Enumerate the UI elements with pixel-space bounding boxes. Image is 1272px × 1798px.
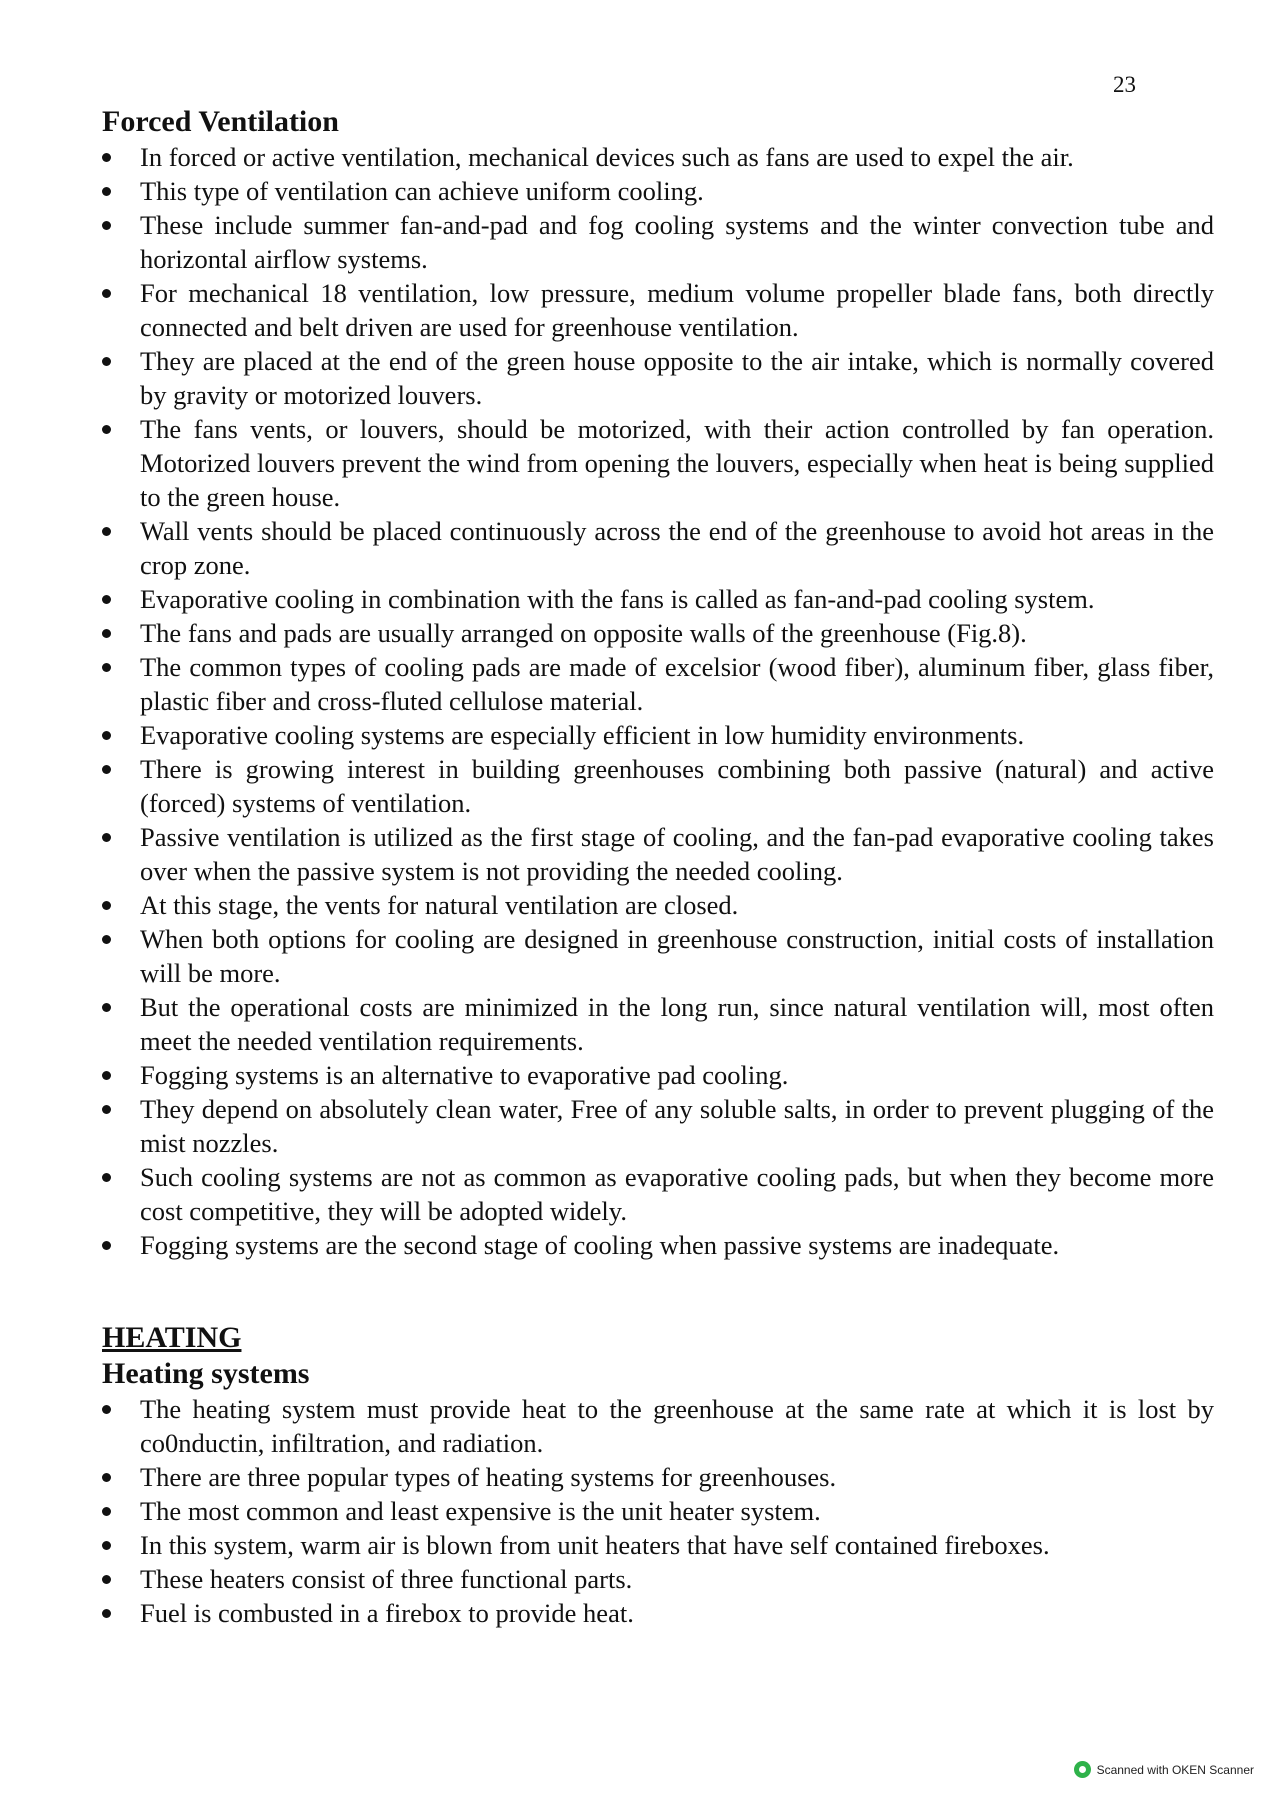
bullet-icon [102, 1105, 111, 1114]
bullet-icon [102, 1071, 111, 1080]
bullet-icon [102, 1541, 111, 1550]
bullet-text: There are three popular types of heating systems for greenhouses. [140, 1462, 837, 1492]
bullet-item [102, 1494, 1214, 1528]
bullet-icon [102, 153, 111, 162]
bullet-icon [102, 1575, 111, 1584]
bullet-text: Wall vents should be placed continuously across the end of the greenhouse to avoid hot areas in the crop zone. [140, 516, 1214, 580]
bullet-item [102, 1058, 1214, 1092]
bullet-text: There is growing interest in building greenhouses combining both passive (natural) and active (forced) systems of ventilation. [140, 754, 1214, 818]
scanner-watermark [1074, 1761, 1254, 1778]
bullet-text: Fogging systems is an alternative to evaporative pad cooling. [140, 1060, 789, 1090]
heating-systems-subheading: Heating systems [102, 1357, 310, 1390]
bullet-item [102, 1092, 1214, 1160]
bullet-text: They depend on absolutely clean water, Free of any soluble salts, in order to prevent plugging of the mist nozzles. [140, 1094, 1214, 1158]
bullet-item [102, 1460, 1214, 1494]
bullet-item [102, 412, 1214, 514]
bullet-text: These heaters consist of three functional parts. [140, 1564, 633, 1594]
forced-ventilation-heading: Forced Ventilation [102, 105, 339, 138]
document-body [102, 104, 1214, 1630]
forced-ventilation-list [102, 140, 1214, 1262]
bullet-icon [102, 663, 111, 672]
heating-systems-list [102, 1392, 1214, 1630]
bullet-text: These include summer fan-and-pad and fog cooling systems and the winter convection tube and horizontal airflow systems. [140, 210, 1214, 274]
bullet-icon [102, 731, 111, 740]
bullet-icon [102, 425, 111, 434]
bullet-text: Such cooling systems are not as common as evaporative cooling pads, but when they become more cost competitive, they will be adopted widely. [140, 1162, 1214, 1226]
bullet-icon [102, 289, 111, 298]
bullet-text: The common types of cooling pads are made of excelsior (wood fiber), aluminum fiber, glass fiber, plastic fiber and cross-fluted cellulose material. [140, 652, 1214, 716]
bullet-icon [102, 527, 111, 536]
bullet-text: The fans and pads are usually arranged on opposite walls of the greenhouse (Fig.8). [140, 618, 1027, 648]
bullet-item [102, 820, 1214, 888]
bullet-item [102, 344, 1214, 412]
bullet-text: Evaporative cooling systems are especially efficient in low humidity environments. [140, 720, 1025, 750]
bullet-icon [102, 1173, 111, 1182]
bullet-text: For mechanical 18 ventilation, low pressure, medium volume propeller blade fans, both directly connected and belt driven are used for greenhouse ventilation. [140, 278, 1214, 342]
bullet-item [102, 1596, 1214, 1630]
bullet-icon [102, 1003, 111, 1012]
bullet-icon [102, 1507, 111, 1516]
bullet-icon [102, 221, 111, 230]
bullet-icon [102, 935, 111, 944]
bullet-text: At this stage, the vents for natural ventilation are closed. [140, 890, 739, 920]
bullet-item [102, 616, 1214, 650]
bullet-text: They are placed at the end of the green house opposite to the air intake, which is normally covered by gravity or motorized louvers. [140, 346, 1214, 410]
bullet-item [102, 922, 1214, 990]
bullet-icon [102, 187, 111, 196]
bullet-text: Evaporative cooling in combination with the fans is called as fan-and-pad cooling system. [140, 584, 1095, 614]
bullet-item [102, 582, 1214, 616]
bullet-icon [102, 901, 111, 910]
bullet-text: Fuel is combusted in a firebox to provide heat. [140, 1598, 634, 1628]
bullet-icon [102, 1241, 111, 1250]
bullet-item [102, 1528, 1214, 1562]
bullet-item [102, 208, 1214, 276]
bullet-text: In this system, warm air is blown from unit heaters that have self contained fireboxes. [140, 1530, 1050, 1560]
bullet-item [102, 174, 1214, 208]
bullet-item [102, 276, 1214, 344]
bullet-text: Passive ventilation is utilized as the first stage of cooling, and the fan-pad evaporative cooling takes over when the passive system is not providing the needed cooling. [140, 822, 1214, 886]
bullet-item [102, 1228, 1214, 1262]
page-number: 23 [1113, 72, 1136, 97]
bullet-text: The most common and least expensive is the unit heater system. [140, 1496, 821, 1526]
oken-scanner-logo-icon [1074, 1761, 1091, 1778]
bullet-icon [102, 765, 111, 774]
bullet-item [102, 1160, 1214, 1228]
bullet-text: The heating system must provide heat to the greenhouse at the same rate at which it is lost by co0nductin, infiltration, and radiation. [140, 1394, 1214, 1458]
bullet-text: When both options for cooling are designed in greenhouse construction, initial costs of installation will be more. [140, 924, 1214, 988]
bullet-text: This type of ventilation can achieve uniform cooling. [140, 176, 704, 206]
bullet-icon [102, 357, 111, 366]
bullet-item [102, 888, 1214, 922]
bullet-item [102, 1562, 1214, 1596]
bullet-item [102, 1392, 1214, 1460]
bullet-text: Fogging systems are the second stage of cooling when passive systems are inadequate. [140, 1230, 1060, 1260]
bullet-item [102, 514, 1214, 582]
bullet-item [102, 718, 1214, 752]
bullet-item [102, 650, 1214, 718]
bullet-item [102, 752, 1214, 820]
bullet-text: But the operational costs are minimized in the long run, since natural ventilation will, most often meet the needed ventilation requirements. [140, 992, 1214, 1056]
bullet-item [102, 140, 1214, 174]
bullet-icon [102, 629, 111, 638]
bullet-item [102, 990, 1214, 1058]
scanner-text: Scanned with OKEN Scanner [1096, 1762, 1254, 1777]
section-gap [102, 1262, 1214, 1320]
bullet-icon [102, 1405, 111, 1414]
bullet-icon [102, 1609, 111, 1618]
bullet-text: The fans vents, or louvers, should be motorized, with their action controlled by fan operation. Motorized louvers prevent the wind from opening the louvers, especially when heat is being supplied to the green house. [140, 414, 1214, 512]
bullet-icon [102, 833, 111, 842]
heating-heading: HEATING [102, 1321, 242, 1354]
bullet-icon [102, 595, 111, 604]
bullet-text: In forced or active ventilation, mechanical devices such as fans are used to expel the air. [140, 142, 1074, 172]
bullet-icon [102, 1473, 111, 1482]
